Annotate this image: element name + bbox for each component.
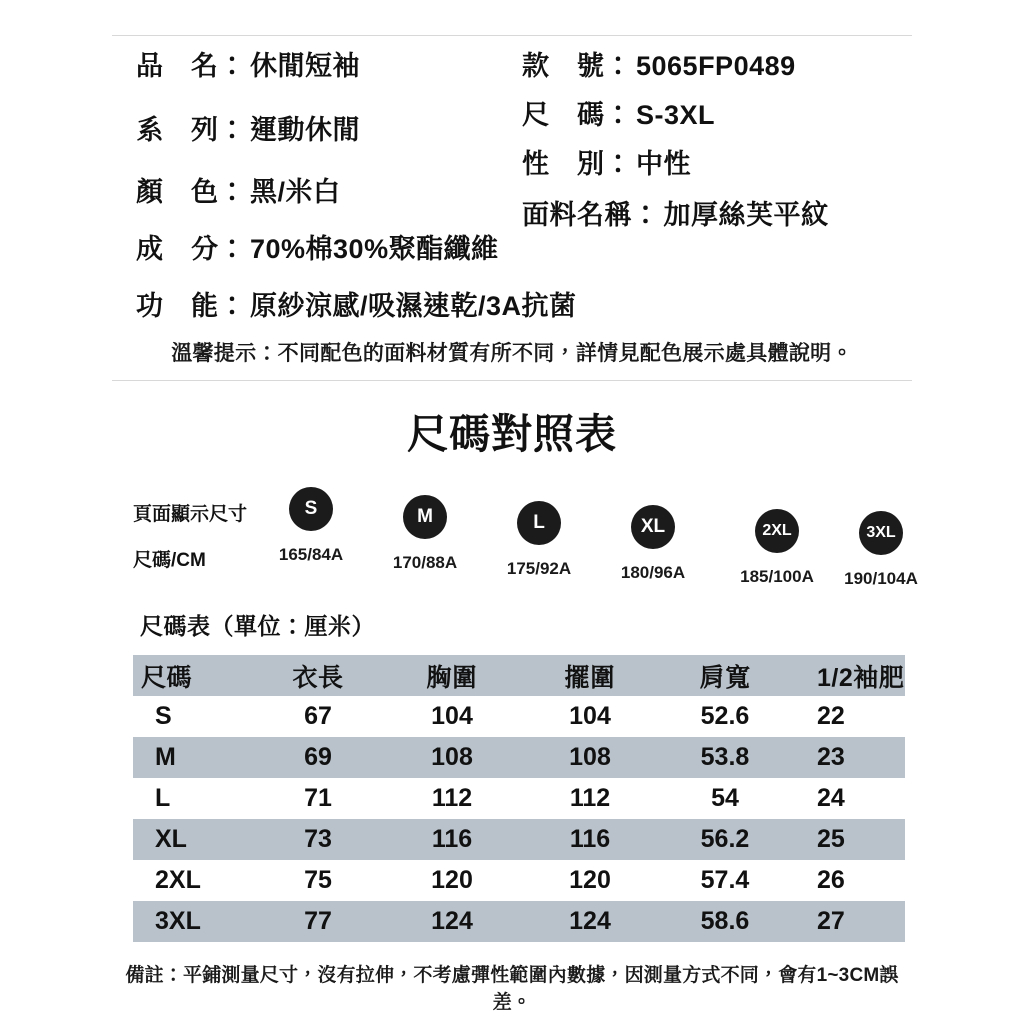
cell-sleeve: 24	[817, 784, 845, 812]
badge-columns	[257, 483, 918, 588]
cell-shoulder: 57.4	[700, 866, 750, 894]
header-size: 尺碼	[141, 663, 193, 692]
cell-sleeve: 22	[817, 702, 845, 730]
cell-bust: 116	[431, 825, 473, 853]
product-spec-grid	[112, 46, 912, 331]
product-fabric-colon: ：	[632, 200, 660, 230]
size-table-head	[133, 655, 905, 696]
table-row	[133, 860, 905, 901]
size-badge-l: L	[517, 501, 561, 545]
cell-size: M	[155, 743, 176, 771]
product-name-colon: ：	[218, 51, 246, 81]
product-series-label: 系 列	[136, 115, 219, 145]
cell-bust: 112	[431, 784, 473, 812]
header-sleeve: 1/2袖肥	[817, 663, 905, 692]
size-badge-s: S	[289, 487, 333, 531]
divider-middle	[112, 380, 912, 381]
cell-hem: 124	[569, 907, 611, 935]
cell-hem: 112	[569, 784, 611, 812]
cell-shoulder: 58.6	[700, 907, 750, 935]
size-badge-area	[133, 483, 918, 588]
cell-hem: 108	[569, 743, 611, 771]
badge-column-2xl	[723, 509, 831, 587]
cell-size: S	[155, 702, 172, 730]
cell-sleeve: 23	[817, 743, 845, 771]
section-title: 尺碼對照表	[407, 411, 617, 457]
cell-bust: 120	[431, 866, 473, 894]
cell-sleeve: 27	[817, 907, 845, 935]
product-composition-value: 70%棉30%聚酯纖維	[250, 234, 499, 264]
product-fabric-row	[522, 201, 829, 231]
size-table-body	[133, 696, 905, 942]
cell-size: 2XL	[155, 866, 201, 894]
product-color-label: 顏 色	[136, 177, 219, 207]
product-function-row	[136, 292, 577, 322]
cell-shoulder: 56.2	[700, 825, 750, 853]
size-table-header-row	[133, 655, 905, 696]
size-badge-2xl: 2XL	[755, 509, 799, 553]
product-model-label: 款 號	[522, 51, 605, 81]
product-model-colon: ：	[604, 51, 632, 81]
product-model-value: 5065FP0489	[636, 51, 796, 81]
product-gender-value: 中性	[636, 149, 691, 179]
badge-column-m	[371, 495, 479, 573]
product-function-colon: ：	[218, 291, 246, 321]
product-name-value: 休閒短袖	[250, 51, 360, 81]
size-badge-3xl: 3XL	[859, 511, 903, 555]
cell-length: 67	[304, 702, 332, 730]
cell-sleeve: 26	[817, 866, 845, 894]
divider-top	[112, 35, 912, 36]
cell-length: 77	[304, 907, 332, 935]
product-composition-row	[136, 235, 499, 265]
cell-length: 75	[304, 866, 332, 894]
cell-hem: 116	[569, 825, 611, 853]
cell-bust: 124	[431, 907, 473, 935]
badge-display-label: 頁面顯示尺寸	[133, 504, 248, 525]
header-hem: 擺圍	[564, 663, 616, 692]
cell-bust: 104	[431, 702, 473, 730]
size-table	[133, 655, 905, 942]
size-badge-xl: XL	[631, 505, 675, 549]
table-row	[133, 737, 905, 778]
product-series-colon: ：	[218, 115, 246, 145]
product-size-range-colon: ：	[604, 100, 632, 130]
product-color-colon: ：	[218, 177, 246, 207]
cell-length: 69	[304, 743, 332, 771]
product-composition-label: 成 分	[136, 234, 219, 264]
badge-cm-label: 尺碼/CM	[133, 550, 206, 571]
product-series-row	[136, 116, 360, 146]
badge-cm-s: 165/84A	[278, 545, 344, 564]
badge-cm-l: 175/92A	[506, 559, 572, 578]
size-table-caption: 尺碼表（單位：厘米）	[140, 613, 375, 639]
measurement-footnote: 備註：平鋪測量尺寸，沒有拉伸，不考慮彈性範圍內數據，因測量方式不同，會有1~3CM誤差。	[125, 965, 899, 1013]
cell-hem: 120	[569, 866, 611, 894]
badge-column-l	[485, 501, 593, 579]
product-size-range-value: S-3XL	[636, 100, 716, 130]
cell-shoulder: 52.6	[700, 702, 750, 730]
product-fabric-value: 加厚絲芙平紋	[663, 200, 829, 230]
product-color-row	[136, 178, 341, 208]
cell-shoulder: 54	[711, 784, 739, 812]
badge-column-s	[257, 487, 365, 565]
product-name-label: 品 名	[136, 51, 219, 81]
header-shoulder: 肩寬	[699, 663, 751, 692]
cell-shoulder: 53.8	[700, 743, 750, 771]
cell-size: XL	[155, 825, 187, 853]
product-model-row	[522, 52, 796, 82]
table-row	[133, 901, 905, 942]
product-series-value: 運動休閒	[250, 115, 360, 145]
product-gender-colon: ：	[604, 149, 632, 179]
table-row	[133, 819, 905, 860]
cell-length: 73	[304, 825, 332, 853]
size-badge-m: M	[403, 495, 447, 539]
product-gender-label: 性 別	[522, 149, 605, 179]
badge-column-3xl	[827, 511, 935, 589]
product-size-range-row	[522, 101, 715, 131]
product-name-row	[136, 52, 360, 82]
product-function-value: 原紗涼感/吸濕速乾/3A抗菌	[250, 291, 577, 321]
cell-size: 3XL	[155, 907, 201, 935]
cell-hem: 104	[569, 702, 611, 730]
table-row	[133, 696, 905, 737]
cell-sleeve: 25	[817, 825, 845, 853]
product-composition-colon: ：	[218, 234, 246, 264]
warm-tip-text: 溫馨提示：不同配色的面料材質有所不同，詳情見配色展示處具體說明。	[171, 342, 853, 365]
product-function-label: 功 能	[136, 291, 219, 321]
product-color-value: 黑/米白	[250, 177, 341, 207]
badge-cm-xl: 180/96A	[620, 563, 686, 582]
badge-column-xl	[599, 505, 707, 583]
cell-size: L	[155, 784, 171, 812]
badge-cm-2xl: 185/100A	[740, 567, 814, 586]
product-gender-row	[522, 150, 691, 180]
cell-bust: 108	[431, 743, 473, 771]
header-length: 衣長	[292, 663, 344, 692]
header-bust: 胸圍	[426, 663, 478, 692]
badge-cm-m: 170/88A	[392, 553, 458, 572]
table-row	[133, 778, 905, 819]
product-fabric-label: 面料名稱	[522, 200, 632, 230]
product-spec-block	[112, 46, 912, 331]
badge-cm-3xl: 190/104A	[844, 569, 918, 588]
cell-length: 71	[304, 784, 332, 812]
product-size-range-label: 尺 碼	[522, 100, 605, 130]
